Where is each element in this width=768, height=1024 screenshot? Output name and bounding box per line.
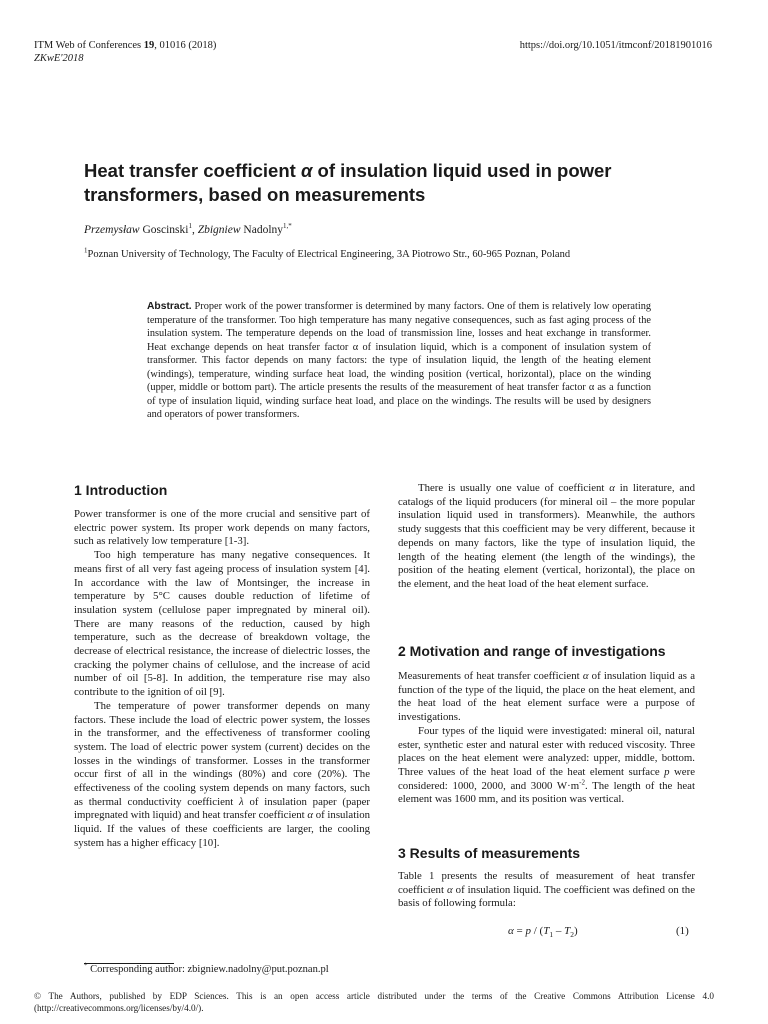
section-heading-introduction: 1 Introduction: [74, 482, 168, 498]
paragraph: Table 1 presents the results of measurement of heat transfer coefficient α of insulation liquid. The coefficient was defined on the basis of following formula:: [398, 870, 695, 910]
license-footer: © The Authors, published by EDP Sciences. This is an open access article distributed under the terms of the Creative Commons Attribution License 4.0 (http://creativecommons.org/licenses/by/4.0/).: [34, 991, 714, 1013]
footnote: * Corresponding author: zbigniew.nadolny@put.poznan.pl: [84, 961, 329, 975]
abstract-text: Proper work of the power transformer is determined by many factors. One of them is relatively low operating temperature of the transformer. Too high temperature has many negative consequences, such as fast aging process of the insulation system. The temperature depends on the load of transmission line, losses and heat exchange in transformer. Heat exchange depends on heat transfer factor α of insulation liquid, which is a component of insulation system of transformer. This factor depends on many factors: the type of insulation liquid, the length of the heating element (windings), temperature, winding surface heat load, the winding position (vertical, horizontal), place on the winding (upper, middle or bottom part). The article presents the results of the measurement of heat transfer factor α as a function of type of insulation liquid, winding surface heat load, and place on the windings. The results will be used by designers and operators of power transformers.: [147, 301, 651, 420]
paragraph: Too high temperature has many negative consequences. It means first of all very fast ageing process of insulation system [4]. In accordance with the law of Montsinger, the increase in temperature by 5°C causes double reduction of lifetime of insulation system (cellulose paper impregnated by mineral oil). There are many reasons of the reduction, caused by high temperature, such as the decrease of breakdown voltage, the decrease of electrical resistance, the increase of dielectric losses, the cracking the polymer chains of cellulose, and the increase of acid number of oil [5-8]. In addition, the temperature rise may also contribute to the ignition of oil [9].: [74, 549, 370, 699]
section-heading-motivation: 2 Motivation and range of investigations: [398, 643, 666, 659]
author-list: Przemysław Goscinski$^1$, Zbigniew Nadolny$^{1,*}$: [84, 222, 292, 236]
equation: $\alpha = p / (T_1 - T_2)$: [508, 925, 578, 940]
abstract: [147, 300, 651, 422]
motivation-text: [398, 670, 695, 807]
equation-number: (1): [676, 925, 689, 937]
paragraph: The temperature of power transformer depends on many factors. These include the load of electric power system, the losses in the transformer, and the effectiveness of transformer cooling system. The load of electric power system (current) decides on the losses in the windings of transformer. Losses in the transformer occur first of all in the windings (80%) and core (20%). The effectiveness of the cooling system depends on many factors, such as thermal conductivity coefficient λ of insulation paper (paper impregnated with liquid) and heat transfer coefficient α of insulation liquid. If the values of these coefficients are larger, the cooling system has a higher efficacy [10].: [74, 699, 371, 849]
paragraph: Measurements of heat transfer coefficient α of insulation liquid as a function of the type of the liquid, the place on the heat element, and the heat load of the heat element surface were a purpose of investigations.: [398, 670, 695, 724]
left-column: [74, 508, 370, 851]
paragraph: Power transformer is one of the more crucial and sensitive part of electric power system. Its proper work depends on many factors, such as relatively low temperature [1-3].: [74, 508, 370, 548]
paragraph: There is usually one value of coefficient α in literature, and catalogs of the liquid producers (for mineral oil – the more popular insulation liquid used in transformers). Meanwhile, the authors study suggests that this coefficient may be very different, because it depends on many factors, like the type of insulation liquid, the length of the heating element (the length of the windings), the position of the heating element (vertical, horizontal), the place on the element, and the heat load of the heat element surface.: [398, 482, 695, 590]
journal-citation: ITM Web of Conferences 19, 01016 (2018): [34, 40, 217, 51]
conference-name: ZKwE'2018: [34, 53, 84, 64]
paper-title: Heat transfer coefficient α of insulation liquid used in power transformers, based on measurements: [84, 160, 612, 205]
abstract-label: Abstract.: [147, 301, 192, 312]
doi-link[interactable]: https://doi.org/10.1051/itmconf/20181901016: [519, 40, 712, 51]
paragraph: Four types of the liquid were investigated: mineral oil, natural ester, synthetic ester and natural ester with reduced viscosity. Three places on the heat element were analyzed: upper, middle, bottom. Three values of the heat load of the heat element surface p were considered: 1000, 2000, and 3000 $W\cdot m^{-2}$. The length of the heat element was 1600 mm, and its position was vertical.: [398, 724, 695, 806]
right-column-intro-continued: [398, 482, 695, 592]
section-heading-results: 3 Results of measurements: [398, 845, 581, 861]
affiliation: $^1$Poznan University of Technology, The Faculty of Electrical Engineering, 3A Piotrowo Str., 60-965 Poznan, Poland: [84, 246, 571, 260]
results-text: [398, 870, 695, 911]
